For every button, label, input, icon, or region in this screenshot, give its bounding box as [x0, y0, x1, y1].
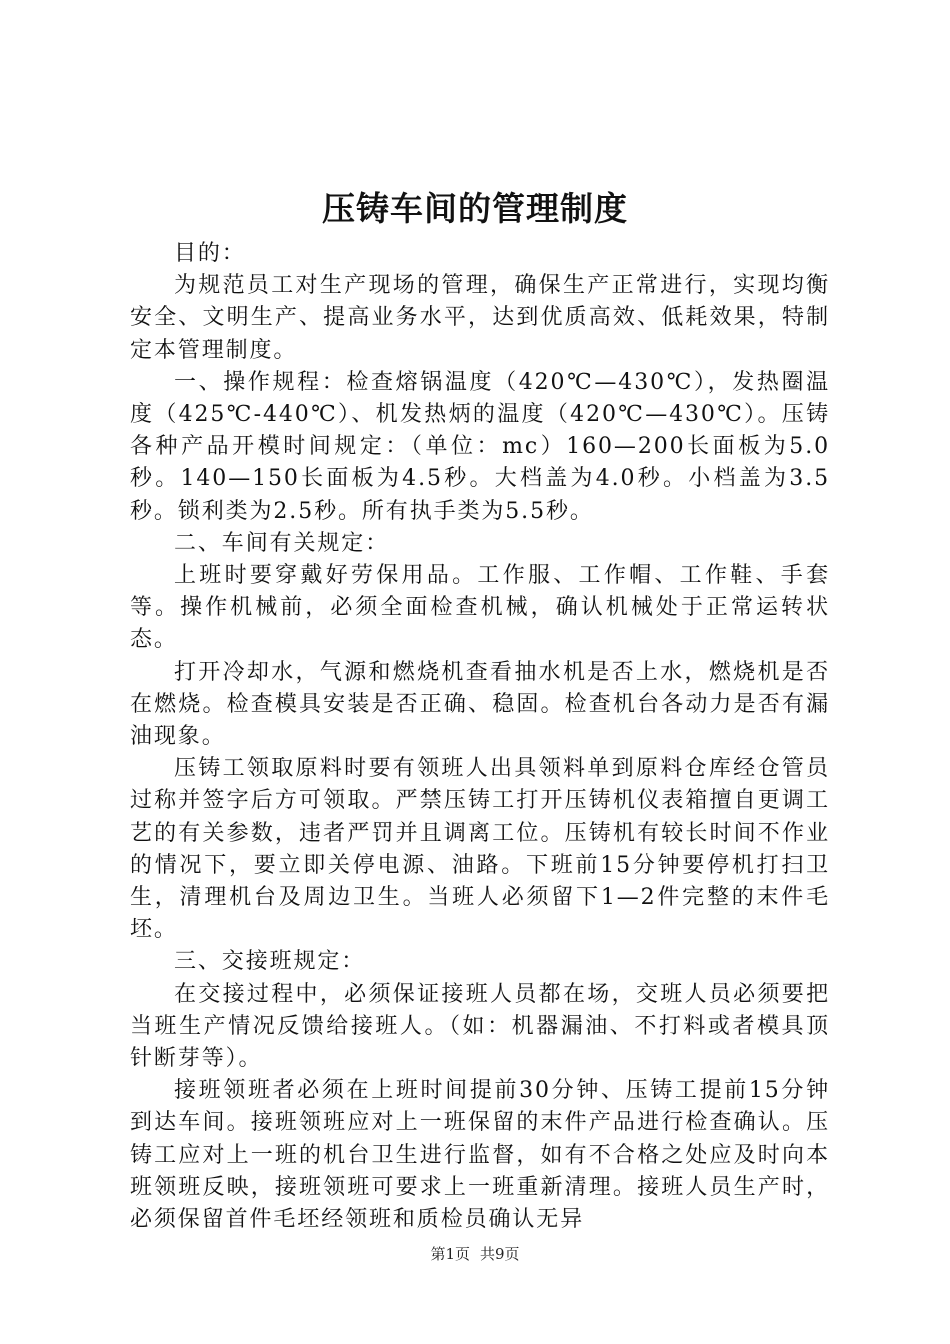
paragraph-purpose-heading: 目的：: [174, 241, 246, 266]
page-number: 第1页: [430, 1245, 470, 1263]
paragraph-shift-leader: 接班领班者必须在上班时间提前30分钟、压铸工提前15分钟到达车间。接班领班应对上一班保留的末件产品进行检查确认。压铸工应对上一班的机台卫生进行监督，如有不合格之处应及时向本班领班反映，接班领班可要求上一班重新清理。接班人员生产时，必须保留首件毛坯经领班和质检员确认无异: [130, 1078, 830, 1233]
paragraph-shift-handover-heading: 三、交接班规定：: [174, 949, 366, 975]
document-title: 压铸车间的管理制度: [322, 189, 628, 228]
paragraph-cooling-water: 打开冷却水，气源和燃烧机查看抽水机是否上水，燃烧机是否在燃烧。检查模具安装是否正确、稳固。检查机台各动力是否有漏油现象。: [130, 659, 830, 750]
paragraph-operating-procedures: 一、操作规程：检查熔锅温度（420℃—430℃），发热圈温度（425℃-440℃）、机发热炳的温度（420℃—430℃）。压铸各种产品开模时间规定：（单位：mc）160—200长面板为5.0秒。140—150长面板为4.5秒。大档盖为4.0秒。小档盖为3.5秒。锁利类为2.5秒。所有执手类为5.5秒。: [130, 369, 830, 524]
page-footer: [0, 1243, 950, 1265]
paragraph-purpose: 为规范员工对生产现场的管理，确保生产正常进行，实现均衡安全、文明生产、提高业务水平，达到优质高效、低耗效果，特制定本管理制度。: [130, 273, 830, 363]
paragraph-raw-materials: 压铸工领取原料时要有领班人出具领料单到原料仓库经仓管员过称并签字后方可领取。严禁压铸工打开压铸机仪表箱擅自更调工艺的有关参数，违者严罚并且调离工位。压铸机有较长时间不作业的情况下，要立即关停电源、油路。下班前15分钟要停机打扫卫生，清理机台及周边卫生。当班人必须留下1—2件完整的末件毛坯。: [130, 756, 830, 943]
document-body: [130, 238, 830, 1236]
paragraph-workshop-rules-heading: 二、车间有关规定：: [174, 530, 390, 556]
paragraph-protective-equipment: 上班时要穿戴好劳保用品。工作服、工作帽、工作鞋、手套等。操作机械前，必须全面检查机械，确认机械处于正常运转状态。: [130, 563, 830, 653]
paragraph-handover-process: 在交接过程中，必须保证接班人员都在场，交班人员必须要把当班生产情况反馈给接班人。（如：机器漏油、不打料或者模具顶针断芽等）。: [130, 981, 830, 1072]
page-total: 共9页: [480, 1245, 520, 1263]
